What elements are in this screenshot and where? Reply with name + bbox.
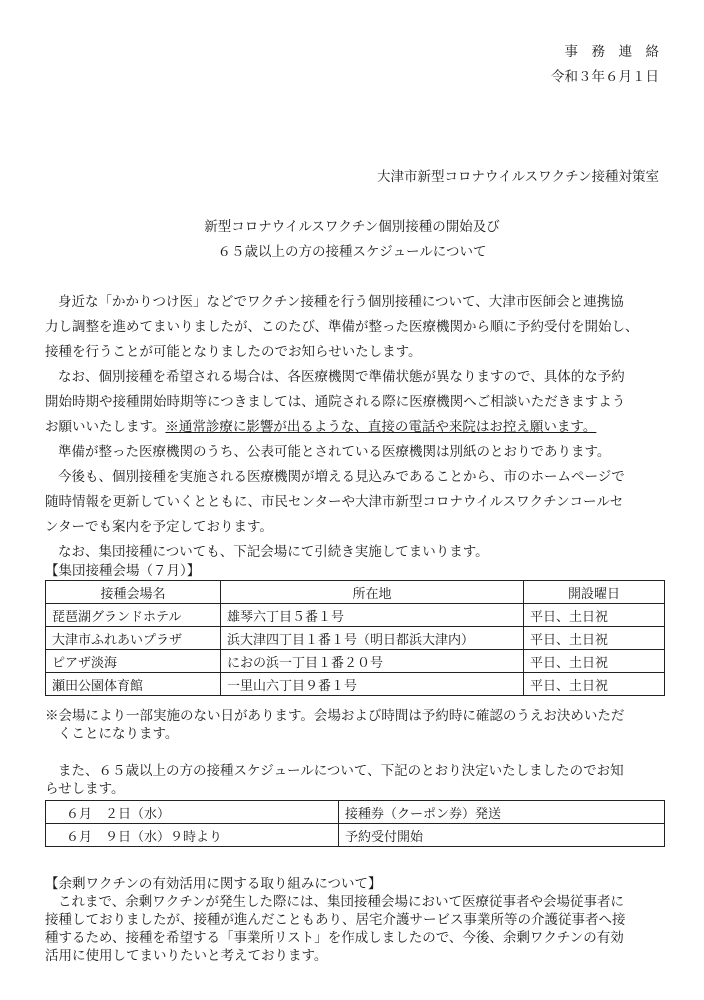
- table-row: [46, 627, 665, 650]
- venue-address: におの浜一丁目１番２０号: [221, 650, 524, 673]
- table-row: [46, 673, 665, 696]
- venues-note-line1: ※会場により一部実施のない日があります。会場および時間は予約時に確認のうえお決めいただ: [45, 708, 625, 724]
- surplus-line4: 活用に使用してまいりたいと考えております。: [45, 948, 328, 964]
- table-header-row: [46, 581, 665, 604]
- column-header: 所在地: [221, 581, 524, 604]
- venue-days: 平日、土日祝: [524, 650, 665, 673]
- venues-heading: 【集団接種会場（７月）】: [45, 563, 201, 579]
- schedule-event: 予約受付開始: [339, 824, 665, 847]
- venue-name: 琵琶湖グランドホテル: [46, 604, 221, 627]
- para3: 準備が整った医療機関のうち、公表可能とされている医療機関は別紙のとおりであります。: [58, 444, 611, 460]
- venue-name: ピアザ淡海: [46, 650, 221, 673]
- table-row: [46, 801, 665, 824]
- para2-line3-text: お願いいたします。: [45, 419, 166, 435]
- schedule-date: ６月 ９日（水）９時より: [46, 824, 339, 847]
- para1-line1: 身近な「かかりつけ医」などでワクチン接種を行う個別接種について、大津市医師会と連携協: [58, 294, 624, 310]
- venue-days: 平日、土日祝: [524, 673, 665, 696]
- surplus-line1: これまで、余剰ワクチンが発生した際には、集団接種会場において医療従事者や会場従事者に: [58, 894, 625, 910]
- para1-line3: 接種を行うことが可能となりましたのでお知らせいたします。: [45, 344, 422, 360]
- para1-line2: 力し調整を進めてまいりましたが、このたび、準備が整った医療機関から順に予約受付を開始し、: [45, 319, 639, 335]
- para2-line1: なお、個別接種を希望される場合は、各医療機関で準備状態が異なりますので、具体的な予約: [58, 369, 625, 385]
- venue-days: 平日、土日祝: [524, 604, 665, 627]
- para4-line1: 今後も、個別接種を実施される医療機関が増える見込みであることから、市のホームページで: [58, 469, 625, 485]
- venue-name: 瀬田公園体育館: [46, 673, 221, 696]
- notice-type: 事 務 連 絡: [564, 44, 659, 60]
- document-date: 令和３年６月１日: [551, 69, 659, 85]
- surplus-line2: 接種しておりましたが、接種が進んだこともあり、居宅介護サービス事業所等の介護従事者へ接: [45, 912, 626, 928]
- para4-line2: 随時情報を更新していくとともに、市民センターや大津市新型コロナウイルスワクチンコールセ: [45, 494, 624, 510]
- schedule-event: 接種券（クーポン券）発送: [339, 801, 665, 824]
- venue-address: 一里山六丁目９番１号: [221, 673, 524, 696]
- surplus-heading: 【余剰ワクチンの有効活用に関する取り組みについて】: [45, 876, 382, 892]
- column-header: 開設曜日: [524, 581, 665, 604]
- schedule-intro-line1: また、６５歳以上の方の接種スケジュールについて、下記のとおり決定いたしましたのでお知: [58, 763, 624, 779]
- venues-table: [45, 580, 665, 696]
- title-line-1: 新型コロナウイルスワクチン個別接種の開始及び: [204, 219, 500, 235]
- schedule-intro-line2: らせします。: [45, 781, 125, 797]
- para2-line2: 開始時期や接種開始時期等につきましては、通院される際に医療機関へご相談いただきますよう: [45, 394, 626, 410]
- surplus-line3: 種するため、接種を希望する「事業所リスト」を作成しましたので、今後、余剰ワクチンの有効: [45, 930, 624, 946]
- title-line-2: ６５歳以上の方の接種スケジュールについて: [217, 244, 487, 260]
- caution-note: ※通常診療に影響が出るような、直接の電話や来院はお控え願います。: [165, 419, 597, 435]
- venue-name: 大津市ふれあいプラザ: [46, 627, 221, 650]
- column-header: 接種会場名: [46, 581, 221, 604]
- schedule-table: [45, 800, 665, 847]
- issuer: 大津市新型コロナウイルスワクチン接種対策室: [376, 169, 659, 185]
- table-row: [46, 824, 665, 847]
- table-row: [46, 650, 665, 673]
- venues-note-line2: くことになります。: [58, 726, 179, 742]
- table-row: [46, 604, 665, 627]
- para4-line3: ンターでも案内を予定しております。: [45, 519, 273, 535]
- venue-days: 平日、土日祝: [524, 627, 665, 650]
- para2-line3: [45, 418, 596, 436]
- para5: なお、集団接種についても、下記会場にて引続き実施してまいります。: [58, 544, 489, 560]
- schedule-date: ６月 ２日（水）: [46, 801, 339, 824]
- venue-address: 浜大津四丁目１番１号（明日都浜大津内）: [221, 627, 524, 650]
- venue-address: 雄琴六丁目５番１号: [221, 604, 524, 627]
